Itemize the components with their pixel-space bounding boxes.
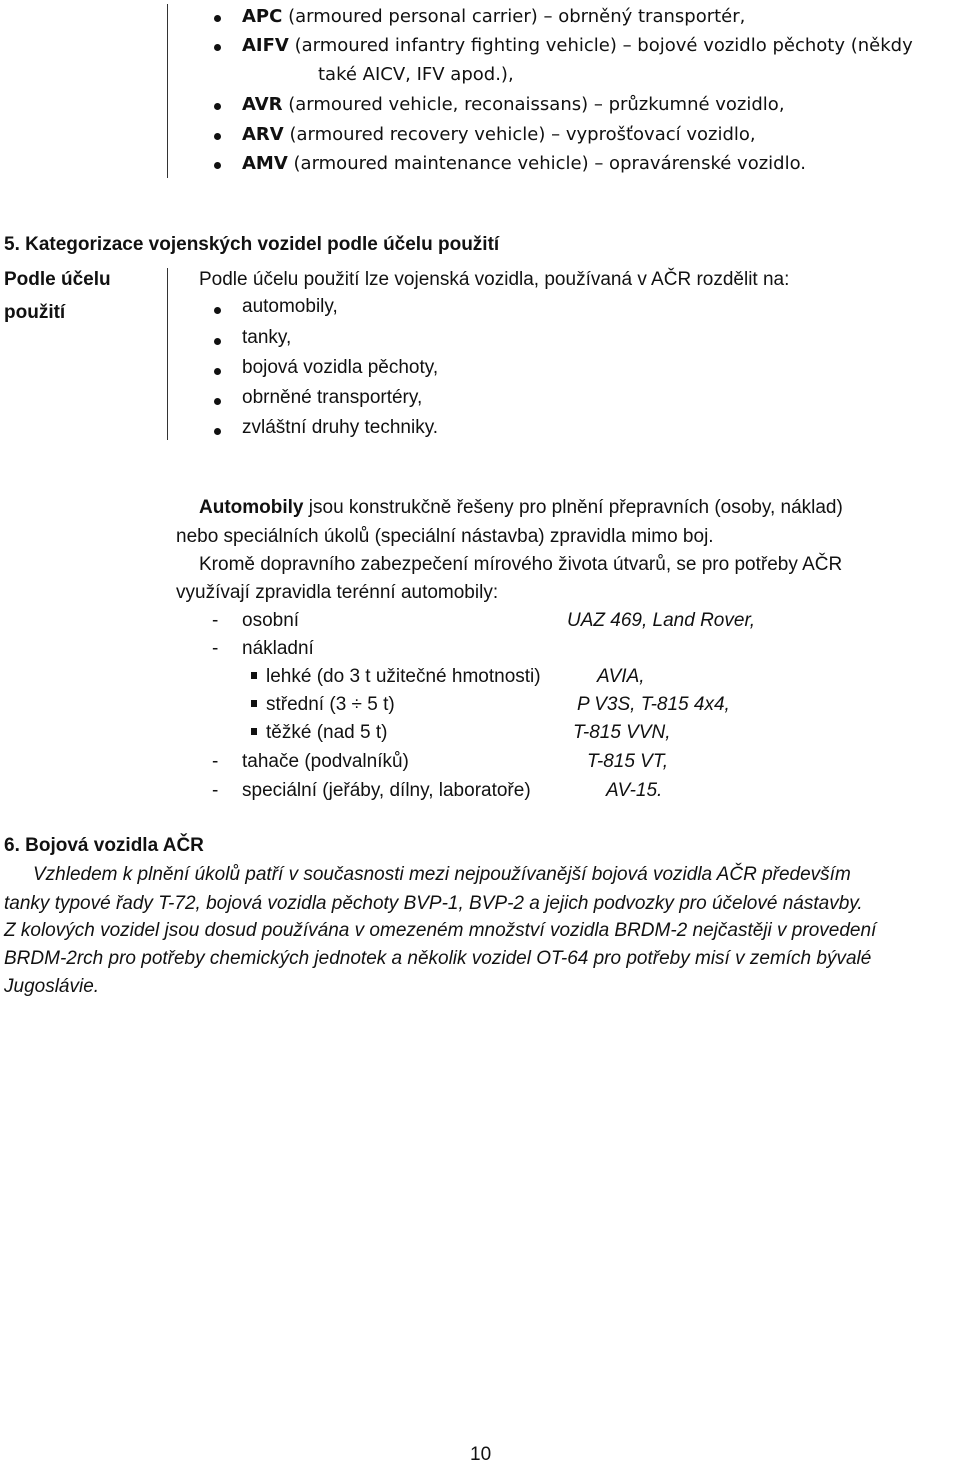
list-item: tanky, [242,327,292,348]
section-5-intro: Podle účelu použití lze vojenská vozidla, používaná v AČR rozdělit na: [199,269,790,290]
vehicle-model: AV-15. [606,780,663,801]
square-bullet-icon [251,672,257,679]
abbr: AIFV [242,35,289,56]
bullet-icon [214,338,221,345]
automobily-paragraph-line2: nebo speciálních úkolů (speciální nástavba) zpravidla mimo boj. [176,526,714,547]
automobily-text: jsou konstrukčně řešeny pro plnění přepravních (osoby, náklad) [303,497,843,518]
desc: (armoured personal carrier) – obrněný transportér, [288,6,746,27]
bullet-icon [214,162,221,169]
truck-model: AVIA, [597,666,645,687]
section-5-rule [167,268,168,440]
section-6-line: BRDM-2rch pro potřeby chemických jednotek a několik vozidel OT-64 pro potřeby misí v zemích bývalé [4,948,872,969]
vehicle-type-label: osobní [242,610,300,631]
vehicle-model: T-815 VT, [587,751,668,772]
left-margin-rule [167,4,168,178]
bullet-icon [214,307,221,314]
list-item [242,153,806,174]
truck-class-label: lehké (do 3 t užitečné hmotnosti) [266,666,541,687]
side-label-line2: použití [4,302,66,323]
list-item: zvláštní druhy techniky. [242,417,439,438]
list-item [242,6,745,27]
abbr: AVR [242,94,283,115]
list-item [242,94,785,115]
bullet-icon [214,133,221,140]
list-item-continuation: také AICV, IFV apod.), [318,64,514,85]
truck-class-label: střední (3 ÷ 5 t) [266,694,395,715]
square-bullet-icon [251,728,257,735]
side-label-line1: Podle účelu [4,269,111,290]
section-6-line: tanky typové řady T-72, bojová vozidla pěchoty BVP-1, BVP-2 a jejich podvozky pro účelové nástavby. [4,893,863,914]
abbr: ARV [242,124,284,145]
vehicle-type-label: nákladní [242,638,314,659]
vehicle-type-label: tahače (podvalníků) [242,751,409,772]
bullet-icon [214,428,221,435]
terrain-paragraph-line2: využívají zpravidla terénní automobily: [176,582,499,603]
desc: (armoured infantry fighting vehicle) – bojové vozidlo pěchoty (někdy [294,35,913,56]
list-item: automobily, [242,296,338,317]
automobily-term: Automobily [199,497,304,518]
bullet-icon [214,368,221,375]
automobily-paragraph-line1 [199,497,843,519]
bullet-icon [214,398,221,405]
dash-marker: - [212,780,219,801]
page-number: 10 [470,1444,492,1465]
bullet-icon [214,44,221,51]
list-item [242,35,913,56]
terrain-paragraph-line1: Kromě dopravního zabezpečení mírového života útvarů, se pro potřeby AČR [199,554,843,575]
bullet-icon [214,103,221,110]
list-item: obrněné transportéry, [242,387,423,408]
dash-marker: - [212,751,219,772]
list-item: bojová vozidla pěchoty, [242,357,439,378]
list-item [242,124,756,145]
dash-marker: - [212,610,219,631]
bullet-icon [214,15,221,22]
truck-model: T-815 VVN, [573,722,671,743]
section-6-line: Jugoslávie. [4,976,100,997]
desc: (armoured recovery vehicle) – vyprošťovací vozidlo, [289,124,756,145]
section-6-line: Z kolových vozidel jsou dosud používána v omezeném množství vozidla BRDM-2 nejčastěji v provedení [4,920,877,941]
vehicle-type-label: speciální (jeřáby, dílny, laboratoře) [242,780,531,801]
vehicle-model: UAZ 469, Land Rover, [567,610,755,631]
desc: (armoured maintenance vehicle) – opravárenské vozidlo. [293,153,807,174]
abbr: AMV [242,153,288,174]
truck-class-label: těžké (nad 5 t) [266,722,388,743]
section-5-heading: 5. Kategorizace vojenských vozidel podle účelu použití [4,234,500,255]
truck-model: P V3S, T-815 4x4, [577,694,730,715]
abbr: APC [242,6,283,27]
square-bullet-icon [251,700,257,707]
desc: (armoured vehicle, reconaissans) – průzkumné vozidlo, [288,94,785,115]
section-6-heading: 6. Bojová vozidla AČR [4,835,204,856]
section-6-line: Vzhledem k plnění úkolů patří v současnosti mezi nejpoužívanější bojová vozidla AČR především [33,864,851,885]
dash-marker: - [212,638,219,659]
